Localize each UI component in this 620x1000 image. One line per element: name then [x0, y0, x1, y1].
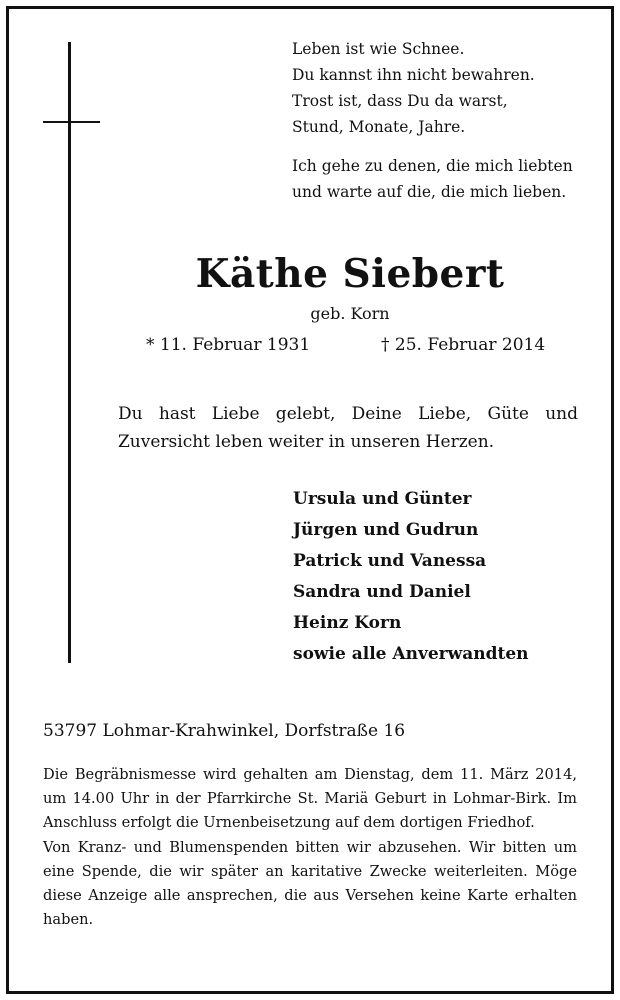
family-member: Ursula und Günter — [293, 489, 472, 509]
cross-icon-horizontal-bar — [43, 121, 100, 123]
family-member: Patrick und Vanessa — [293, 551, 487, 571]
maiden-name: geb. Korn — [310, 304, 390, 323]
tribute-text: Du hast Liebe gelebt, Deine Liebe, Güte und Zuversicht leben weiter in unseren Herzen. — [118, 404, 578, 452]
family-member: sowie alle Anverwandten — [293, 644, 529, 664]
poem-line: und warte auf die, die mich lieben. — [292, 183, 567, 201]
poem-stanza-2 — [292, 153, 592, 205]
poem-line: Stund, Monate, Jahre. — [292, 118, 466, 136]
poem-line: Du kannst ihn nicht bewahren. — [292, 66, 535, 84]
address: 53797 Lohmar-Krahwinkel, Dorfstraße 16 — [43, 721, 406, 741]
family-member: Heinz Korn — [293, 613, 402, 633]
family-list — [293, 484, 529, 670]
poem-line: Trost ist, dass Du da warst, — [292, 92, 508, 110]
death-date: † 25. Februar 2014 — [381, 335, 546, 355]
poem-stanza-1 — [292, 36, 592, 140]
poem-line: Ich gehe zu denen, die mich liebten — [292, 157, 573, 175]
poem-line: Leben ist wie Schnee. — [292, 40, 465, 58]
family-member: Jürgen und Gudrun — [293, 520, 479, 540]
donation-request: Von Kranz- und Blumenspenden bitten wir abzusehen. Wir bitten um eine Spende, die wir später an karitative Zwecke weiterleiten. Möge diese Anzeige alle ansprechen, die aus Versehen keine Karte erhalten haben. — [43, 838, 577, 929]
birth-date: * 11. Februar 1931 — [146, 335, 311, 355]
funeral-details: Die Begräbnismesse wird gehalten am Dienstag, dem 11. März 2014, um 14.00 Uhr in der Pfarrkirche St. Mariä Geburt in Lohmar-Birk. Im Anschluss erfolgt die Urnenbeisetzung auf dem dortigen Friedhof. — [43, 766, 577, 832]
funeral-notice — [43, 763, 577, 932]
deceased-name: Käthe Siebert — [195, 251, 505, 297]
family-member: Sandra und Daniel — [293, 582, 471, 602]
cross-icon-vertical-bar — [68, 42, 71, 663]
